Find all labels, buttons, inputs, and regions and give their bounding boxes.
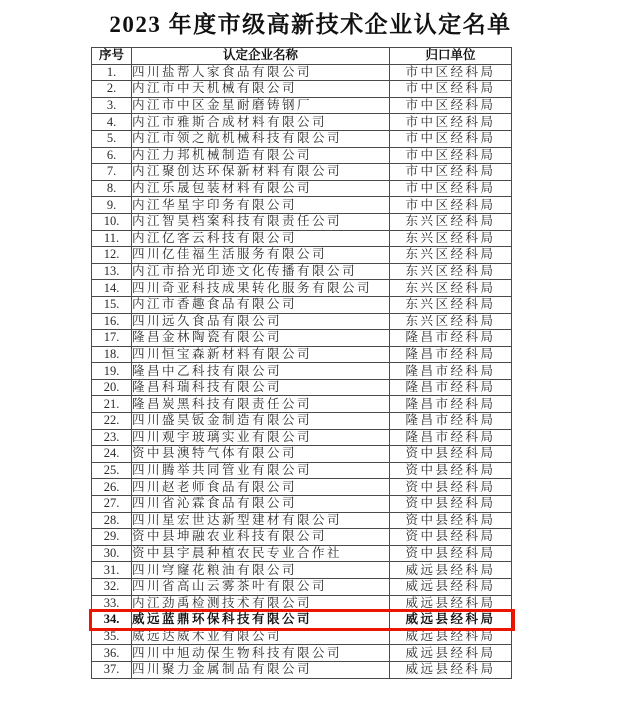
cell-serial-number: 20. — [92, 379, 132, 396]
cell-authority-unit: 隆昌市经科局 — [390, 330, 512, 347]
cell-authority-unit: 资中县经科局 — [390, 512, 512, 529]
cell-enterprise-name: 四川远久食品有限公司 — [132, 313, 390, 330]
cell-authority-unit: 威远县经科局 — [390, 628, 512, 645]
cell-authority-unit: 威远县经科局 — [390, 579, 512, 596]
table-row — [92, 197, 512, 214]
cell-enterprise-name: 四川赵老师食品有限公司 — [132, 479, 390, 496]
table-row — [92, 529, 512, 546]
table-row — [92, 579, 512, 596]
cell-authority-unit: 威远县经科局 — [390, 562, 512, 579]
cell-serial-number: 16. — [92, 313, 132, 330]
cell-enterprise-name: 隆昌金林陶瓷有限公司 — [132, 330, 390, 347]
cell-serial-number: 31. — [92, 562, 132, 579]
cell-enterprise-name: 内江市领之航机械科技有限公司 — [132, 130, 390, 147]
cell-serial-number: 12. — [92, 247, 132, 264]
cell-serial-number: 30. — [92, 545, 132, 562]
cell-authority-unit: 东兴区经科局 — [390, 213, 512, 230]
cell-enterprise-name: 四川穹窿花粮油有限公司 — [132, 562, 390, 579]
cell-authority-unit: 东兴区经科局 — [390, 296, 512, 313]
cell-enterprise-name: 隆昌炭黑科技有限责任公司 — [132, 396, 390, 413]
table-row — [92, 280, 512, 297]
table-row — [92, 446, 512, 463]
table-row — [92, 147, 512, 164]
cell-enterprise-name: 四川腾举共同管业有限公司 — [132, 462, 390, 479]
table-row — [92, 130, 512, 147]
cell-authority-unit: 东兴区经科局 — [390, 263, 512, 280]
header-enterprise-name: 认定企业名称 — [132, 48, 390, 65]
cell-serial-number: 11. — [92, 230, 132, 247]
cell-enterprise-name: 威远蓝鼎环保科技有限公司 — [132, 612, 390, 629]
cell-enterprise-name: 资中县坤融农业科技有限公司 — [132, 529, 390, 546]
cell-enterprise-name: 四川观宇玻璃实业有限公司 — [132, 429, 390, 446]
page-title: 2023 年度市级高新技术企业认定名单 — [109, 12, 512, 37]
table-row — [92, 247, 512, 264]
cell-serial-number: 29. — [92, 529, 132, 546]
table-row — [92, 462, 512, 479]
cell-enterprise-name: 内江智昊档案科技有限责任公司 — [132, 213, 390, 230]
cell-serial-number: 23. — [92, 429, 132, 446]
cell-serial-number: 4. — [92, 114, 132, 131]
cell-serial-number: 15. — [92, 296, 132, 313]
table-row — [92, 81, 512, 98]
table-row — [92, 396, 512, 413]
cell-serial-number: 7. — [92, 164, 132, 181]
cell-authority-unit: 东兴区经科局 — [390, 313, 512, 330]
table-row — [92, 164, 512, 181]
cell-authority-unit: 市中区经科局 — [390, 147, 512, 164]
cell-authority-unit: 东兴区经科局 — [390, 230, 512, 247]
cell-enterprise-name: 内江市中区金星耐磨铸钢厂 — [132, 97, 390, 114]
cell-authority-unit: 东兴区经科局 — [390, 247, 512, 264]
cell-authority-unit: 市中区经科局 — [390, 197, 512, 214]
cell-enterprise-name: 资中县宇晨种植农民专业合作社 — [132, 545, 390, 562]
cell-enterprise-name: 隆昌科瑞科技有限公司 — [132, 379, 390, 396]
table-row — [92, 97, 512, 114]
table-row — [92, 628, 512, 645]
cell-authority-unit: 隆昌市经科局 — [390, 346, 512, 363]
enterprise-table — [91, 47, 512, 679]
cell-serial-number: 13. — [92, 263, 132, 280]
cell-authority-unit: 威远县经科局 — [390, 645, 512, 662]
cell-authority-unit: 威远县经科局 — [390, 595, 512, 612]
table-row — [92, 213, 512, 230]
table-row — [92, 479, 512, 496]
table-row — [92, 413, 512, 430]
table-row — [92, 263, 512, 280]
cell-serial-number: 24. — [92, 446, 132, 463]
cell-serial-number: 37. — [92, 661, 132, 678]
table-row — [92, 661, 512, 678]
table-row — [92, 330, 512, 347]
cell-authority-unit: 威远县经科局 — [390, 612, 512, 629]
cell-enterprise-name: 四川中旭动保生物科技有限公司 — [132, 645, 390, 662]
cell-enterprise-name: 四川盛昊钣金制造有限公司 — [132, 413, 390, 430]
cell-serial-number: 6. — [92, 147, 132, 164]
table-row — [92, 512, 512, 529]
cell-authority-unit: 隆昌市经科局 — [390, 413, 512, 430]
cell-enterprise-name: 资中县澳特气体有限公司 — [132, 446, 390, 463]
cell-serial-number: 21. — [92, 396, 132, 413]
table-row — [92, 645, 512, 662]
cell-enterprise-name: 内江市中天机械有限公司 — [132, 81, 390, 98]
cell-authority-unit: 隆昌市经科局 — [390, 363, 512, 380]
cell-authority-unit: 市中区经科局 — [390, 180, 512, 197]
cell-enterprise-name: 隆昌中乙科技有限公司 — [132, 363, 390, 380]
cell-serial-number: 25. — [92, 462, 132, 479]
cell-serial-number: 8. — [92, 180, 132, 197]
cell-enterprise-name: 内江市雅斯合成材料有限公司 — [132, 114, 390, 131]
cell-serial-number: 19. — [92, 363, 132, 380]
cell-serial-number: 26. — [92, 479, 132, 496]
cell-serial-number: 34. — [92, 612, 132, 629]
table-row — [92, 496, 512, 513]
cell-serial-number: 32. — [92, 579, 132, 596]
cell-authority-unit: 东兴区经科局 — [390, 280, 512, 297]
cell-authority-unit: 资中县经科局 — [390, 462, 512, 479]
cell-serial-number: 14. — [92, 280, 132, 297]
table-row — [92, 180, 512, 197]
cell-authority-unit: 隆昌市经科局 — [390, 396, 512, 413]
cell-serial-number: 36. — [92, 645, 132, 662]
table-row — [92, 545, 512, 562]
cell-serial-number: 10. — [92, 213, 132, 230]
cell-authority-unit: 威远县经科局 — [390, 661, 512, 678]
cell-authority-unit: 市中区经科局 — [390, 130, 512, 147]
table-row — [92, 296, 512, 313]
cell-enterprise-name: 四川盐帮人家食品有限公司 — [132, 64, 390, 81]
cell-serial-number: 3. — [92, 97, 132, 114]
cell-serial-number: 33. — [92, 595, 132, 612]
cell-enterprise-name: 四川奇亚科技成果转化服务有限公司 — [132, 280, 390, 297]
cell-authority-unit: 市中区经科局 — [390, 64, 512, 81]
cell-enterprise-name: 威远达威木业有限公司 — [132, 628, 390, 645]
header-authority-unit: 归口单位 — [390, 48, 512, 65]
cell-serial-number: 9. — [92, 197, 132, 214]
cell-enterprise-name: 四川恒宝森新材料有限公司 — [132, 346, 390, 363]
table-row — [92, 230, 512, 247]
table-row — [92, 429, 512, 446]
cell-enterprise-name: 内江华星宇印务有限公司 — [132, 197, 390, 214]
cell-serial-number: 27. — [92, 496, 132, 513]
table-body — [92, 64, 512, 678]
cell-authority-unit: 资中县经科局 — [390, 479, 512, 496]
cell-enterprise-name: 内江亿客云科技有限公司 — [132, 230, 390, 247]
table-row-highlighted — [92, 612, 512, 629]
cell-serial-number: 35. — [92, 628, 132, 645]
table-header-row — [92, 48, 512, 65]
table-row — [92, 114, 512, 131]
cell-serial-number: 5. — [92, 130, 132, 147]
cell-serial-number: 28. — [92, 512, 132, 529]
table-row — [92, 313, 512, 330]
cell-serial-number: 18. — [92, 346, 132, 363]
cell-authority-unit: 隆昌市经科局 — [390, 429, 512, 446]
cell-authority-unit: 资中县经科局 — [390, 496, 512, 513]
cell-authority-unit: 隆昌市经科局 — [390, 379, 512, 396]
header-serial-number: 序号 — [92, 48, 132, 65]
cell-enterprise-name: 内江市香趣食品有限公司 — [132, 296, 390, 313]
cell-authority-unit: 市中区经科局 — [390, 97, 512, 114]
cell-authority-unit: 资中县经科局 — [390, 545, 512, 562]
cell-serial-number: 2. — [92, 81, 132, 98]
table-row — [92, 562, 512, 579]
cell-serial-number: 17. — [92, 330, 132, 347]
cell-serial-number: 1. — [92, 64, 132, 81]
cell-enterprise-name: 四川省高山云雾茶叶有限公司 — [132, 579, 390, 596]
cell-enterprise-name: 内江市拾光印迹文化传播有限公司 — [132, 263, 390, 280]
cell-authority-unit: 资中县经科局 — [390, 446, 512, 463]
table-row — [92, 346, 512, 363]
cell-enterprise-name: 内江聚创达环保新材料有限公司 — [132, 164, 390, 181]
table-row — [92, 379, 512, 396]
table-row — [92, 64, 512, 81]
cell-authority-unit: 资中县经科局 — [390, 529, 512, 546]
cell-enterprise-name: 内江力邦机械制造有限公司 — [132, 147, 390, 164]
cell-enterprise-name: 内江劲禹检测技术有限公司 — [132, 595, 390, 612]
cell-enterprise-name: 四川亿佳福生活服务有限公司 — [132, 247, 390, 264]
cell-authority-unit: 市中区经科局 — [390, 114, 512, 131]
cell-serial-number: 22. — [92, 413, 132, 430]
cell-authority-unit: 市中区经科局 — [390, 81, 512, 98]
cell-enterprise-name: 四川省沁霖食品有限公司 — [132, 496, 390, 513]
cell-enterprise-name: 内江乐晟包装材料有限公司 — [132, 180, 390, 197]
cell-enterprise-name: 四川聚力金属制品有限公司 — [132, 661, 390, 678]
table-row — [92, 595, 512, 612]
cell-enterprise-name: 四川星宏世达新型建材有限公司 — [132, 512, 390, 529]
cell-authority-unit: 市中区经科局 — [390, 164, 512, 181]
table-row — [92, 363, 512, 380]
